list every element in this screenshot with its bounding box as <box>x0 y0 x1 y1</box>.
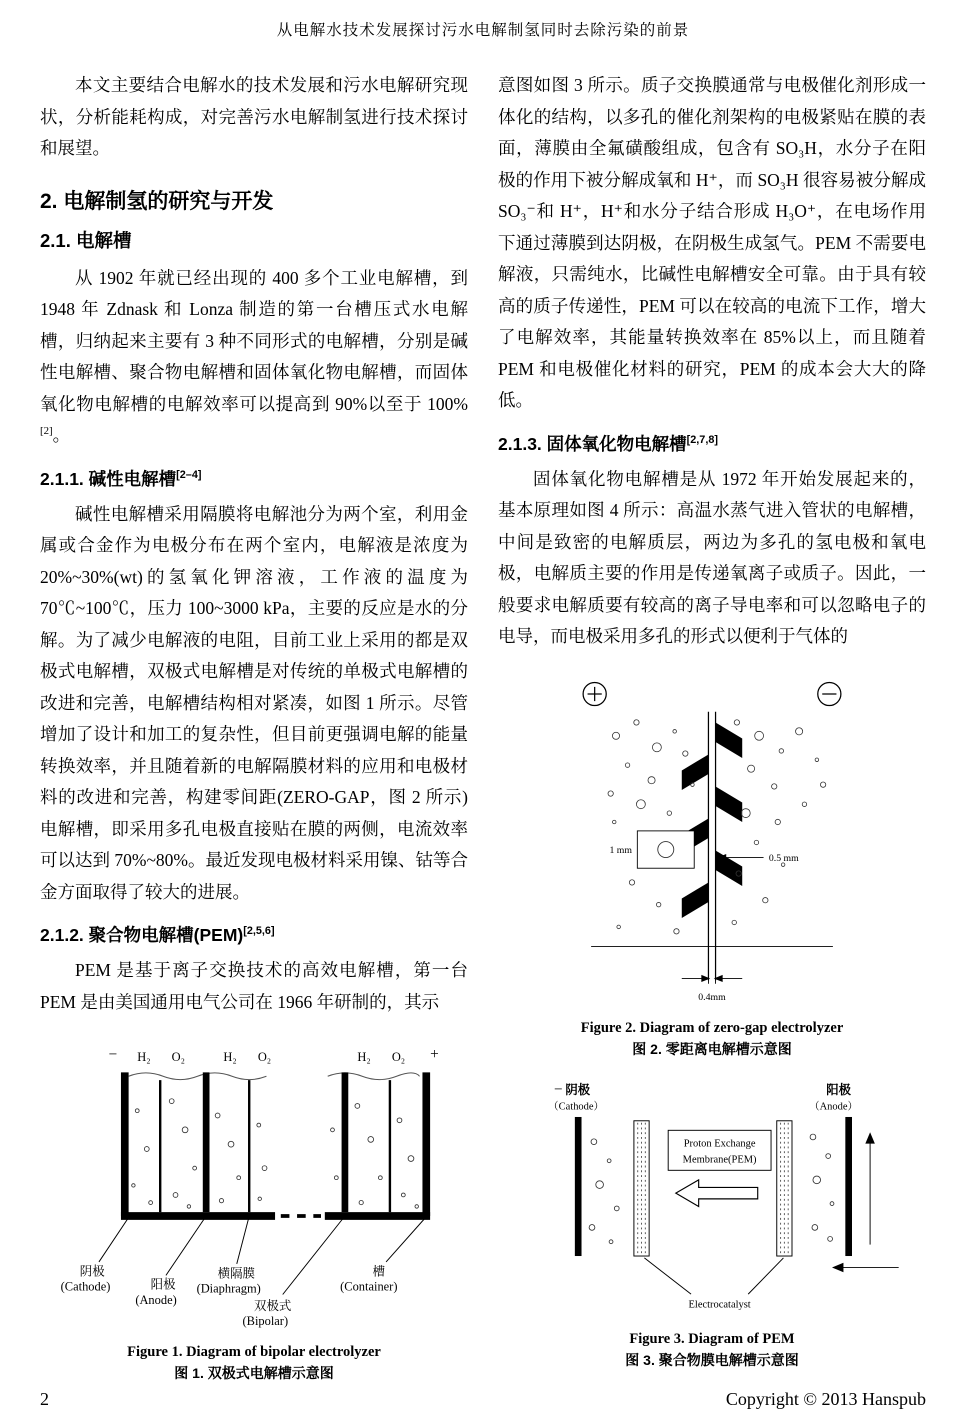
heading-section-2-1-1 <box>40 466 468 491</box>
figure2-caption <box>498 1018 926 1059</box>
bubbles <box>608 719 826 933</box>
citation-ref-2-4: [2–4] <box>176 468 202 481</box>
o2-gas-label: O₂ <box>171 1049 186 1064</box>
diaphragm-plates <box>160 1080 390 1212</box>
dim-04mm-arrows <box>682 966 742 984</box>
anode-label-en: （Anode） <box>809 1101 859 1113</box>
bipolar-label-cn: 双极式 <box>254 1298 292 1313</box>
dim-05mm-label: 0.5 mm <box>768 852 799 864</box>
heading-2-1-2-text: 2.1.2. 聚合物电解槽(PEM) <box>40 925 244 945</box>
bipolar-electrode-plates <box>206 1072 345 1212</box>
figure1-caption-en: Figure 1. Diagram of bipolar electrolyzer <box>127 1344 381 1360</box>
citation-ref-2-7-8: [2,7,8] <box>686 433 718 446</box>
liquid-surface-line <box>129 1073 420 1080</box>
plus-terminal-icon <box>583 682 606 705</box>
cathode-label-en: (Cathode) <box>60 1279 111 1294</box>
citation-ref-2-5-6: [2,5,6] <box>243 925 275 938</box>
o2-gas-label: O₂ <box>391 1049 406 1064</box>
figure3-pem-diagram <box>512 1075 912 1318</box>
proton-flow-arrow <box>676 1180 758 1207</box>
heading-section-2-1-3 <box>498 431 926 456</box>
paragraph-pem-continued: 意图如图 3 所示。质子交换膜通常与电极催化剂形成一体化的结构，以多孔的催化剂架构的电极紧贴在膜的表面，薄膜由全氟磺酸组成，包含有 SO₃H，水分子在阳极的作用下被分解成氧和 H⁺，而 SO₃H 很容易被分解成 SO₃⁻和 H⁺，H⁺和水分子结合形成 H₃O⁺，在电场作用下通过薄膜到达阴极，在阴极生成氢气。PEM 不需要电解液，只需纯水，比碱性电解槽安全可靠。由于具有较高的质子传递性，PEM 可以在较高的电流下工作，增大了电解效率，其能量转换效率在 85%以上，而且随着 PEM 和电极催化材料的研究，PEM 的成本会大大的降低。 <box>498 75 926 410</box>
bubbles <box>132 1099 419 1208</box>
container-label-cn: 槽 <box>372 1264 386 1279</box>
paragraph-solid-oxide: 固体氧化物电解槽是从 1972 年开始发展起来的，基本原理如图 4 所示：高温水蒸气进入管状的电解槽，中间是致密的电解质层，两边为多孔的氢电极和氧电极，电解质主要的作用是传递氧离子或质子。因此，一般要求电解质要有较高的离子导电率和可以忽略电子的电导，而电极采用多孔的形式以便利于气体的 <box>498 468 926 646</box>
paragraph-electrolyzer-history <box>40 263 468 452</box>
figure1-caption-cn: 图 1. 双极式电解槽示意图 <box>174 1365 334 1382</box>
h2-gas-label: H₂ <box>223 1049 237 1064</box>
p1-text: 从 1902 年就已经出现的 400 多个工业电解槽，到 1948 年 Zdnask 和 Lonza 制造的第一台槽压式水电解槽，归纳起来主要有 3 种不同形式的电解槽，分别是碱性电解槽、聚合物电解槽和固体氧化物电解槽，而固体氧化物电解槽的电解效率可以提高到 90%以至于 100% <box>40 267 468 414</box>
paper-title: 从电解水技术发展探讨污水电解制氢同时去除污染的前景 <box>276 22 690 39</box>
diaphragm-label-en: (Diaphragm) <box>196 1281 261 1296</box>
o2-gas-label: O₂ <box>257 1049 272 1064</box>
citation-ref-2: [2] <box>40 425 53 438</box>
electrocatalyst-label: Electrocatalyst <box>688 1299 751 1311</box>
p1-tail: 。 <box>52 425 71 445</box>
container-outline <box>121 1072 430 1216</box>
heading-section-2-1-2 <box>40 922 468 947</box>
figure1-caption <box>40 1342 468 1383</box>
dim-04mm-label: 0.4mm <box>698 991 726 1003</box>
paragraph-pem-intro: PEM 是基于离子交换技术的高效电解槽，第一台 PEM 是由美国通用电气公司在 1966 年研制的，其示 <box>40 960 468 1012</box>
anode-label-cn: 阳极 <box>150 1277 176 1292</box>
dim-1mm-label: 1 mm <box>609 844 632 856</box>
figure2-caption-cn: 图 2. 零距离电解槽示意图 <box>632 1040 792 1057</box>
bipolar-label-en: (Bipolar) <box>242 1314 289 1329</box>
minus-terminal-label: − <box>108 1046 118 1064</box>
paragraph-alkaline: 碱性电解槽采用隔膜将电解池分为两个室，利用金属或合金作为电极分布在两个室内，电解液是浓度为 20%~30%(wt)的氢氧化钾溶液，工作液的温度为 70℃~100℃，压力 100~3000 kPa，主要的反应是水的分解。为了减少电解液的电阻，目前工业上采用的都是双极式电解槽，双极式电解槽是对传统的单极式电解槽的改进和完善，电解槽结构相对紧凑，如图 1 所示。尽管增加了设计和加工的复杂性，但目前更强调电解的能量转换效率，并且随着新的电解隔膜材料的应用和电极材料的改进和完善，构建零间距(ZERO-GAP，图 2 所示)电解槽，即采用多孔电极直接贴在膜的两侧，电流效率可以达到 70%~80%。最近发现电极材料采用镍、钴等合金方面取得了较大的进展。 <box>40 503 468 902</box>
pem-label-line1: Proton Exchange <box>683 1138 756 1150</box>
minus-sign-label: − <box>553 1080 563 1098</box>
right-column <box>498 70 926 1383</box>
heading-section-2: 2. 电解制氢的研究与开发 <box>40 189 274 213</box>
h2-gas-label: H₂ <box>137 1049 151 1064</box>
cathode-label-cn: 阴极 <box>79 1264 105 1279</box>
left-column <box>40 70 468 1383</box>
cathode-label-cn: 阴极 <box>565 1082 591 1097</box>
figure3-caption-cn: 图 3. 聚合物膜电解槽示意图 <box>625 1351 799 1368</box>
page-footer <box>40 1383 926 1410</box>
scale-box-1mm <box>637 830 694 867</box>
cathode-label-en: （Cathode） <box>548 1101 605 1113</box>
minus-terminal-icon <box>818 682 841 705</box>
figure3-caption-en: Figure 3. Diagram of PEM <box>629 1330 795 1347</box>
anode-label-en: (Anode) <box>135 1293 177 1308</box>
heading-2-1-3-text: 2.1.3. 固体氧化物电解槽 <box>498 433 687 454</box>
gas-out-arrow <box>865 1132 875 1244</box>
page-number: 2 <box>40 1389 49 1410</box>
figure2 <box>498 669 926 1059</box>
figure2-caption-en: Figure 2. Diagram of zero-gap electrolyzer <box>580 1019 844 1036</box>
figure2-zero-gap-diagram <box>552 669 872 1007</box>
membrane-lines <box>708 711 715 979</box>
electrocatalyst-leaders <box>644 1258 783 1294</box>
h2-gas-label: H₂ <box>357 1049 371 1064</box>
anode-electrode-bar <box>845 1117 852 1256</box>
heading-2-1-1-text: 2.1.1. 碱性电解槽 <box>40 468 177 489</box>
electrode-segments <box>682 722 742 918</box>
container-label-en: (Container) <box>340 1279 398 1294</box>
figure1 <box>40 1034 468 1383</box>
cathode-electrode-bar <box>575 1117 582 1256</box>
water-in-arrow <box>832 1263 899 1273</box>
paragraph-intro: 本文主要结合电解水的技术发展和污水电解研究现状，分析能耗构成，对完善污水电解制氢进行技术探讨和展望。 <box>40 75 468 158</box>
diaphragm-label-cn: 横隔膜 <box>217 1266 255 1281</box>
pem-label-line2: Membrane(PEM) <box>682 1154 757 1166</box>
figure3 <box>498 1075 926 1370</box>
plus-terminal-label: + <box>430 1046 439 1064</box>
dim-05mm-arrow <box>717 854 763 861</box>
figure1-bipolar-electrolyzer-diagram <box>53 1034 455 1331</box>
copyright-text: Copyright © 2013 Hanspub <box>725 1389 926 1410</box>
heading-section-2-1: 2.1. 电解槽 <box>40 229 132 251</box>
anode-label-cn: 阳极 <box>826 1082 852 1097</box>
figure3-caption <box>498 1329 926 1370</box>
two-column-body <box>40 70 926 1383</box>
